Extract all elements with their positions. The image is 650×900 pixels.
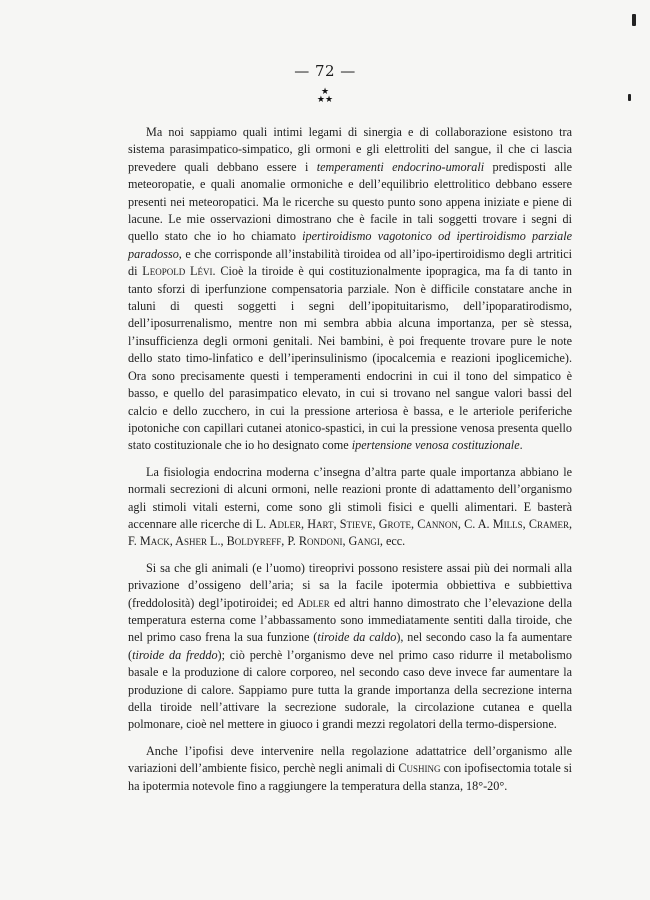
emphasized-term: ipertiroidismo vagotonico od ipertiroidismo parziale paradosso: [128, 229, 573, 261]
ornament-stars-bottom: ★★: [316, 95, 334, 105]
author-name: Cushing: [398, 761, 441, 776]
emphasized-term: ipertensione venosa costituzionale: [351, 438, 520, 453]
author-name: Leopold Lévi: [142, 264, 213, 279]
edge-mark-top: [632, 14, 636, 26]
text-run: .: [519, 438, 523, 453]
section-ornament: [0, 88, 650, 104]
paragraph: [128, 560, 572, 734]
text-run: con ipofisectomia totale si ha ipotermia notevole fino a raggiungere la temperatura della stanza, 18°-20°.: [128, 761, 572, 793]
text-run: , ecc.: [379, 534, 406, 549]
body-text: [128, 124, 572, 795]
ornament-star-top: ★: [320, 87, 330, 97]
text-run: Si sa che gli animali (e l’uomo) tireoprivi possono resistere assai più dei normali alla privazione d’ossigeno dell’aria; si sa la facile ipotermia obbiettiva e subbiettiva (freddolosità) degl’ipotiroidei; ed: [128, 560, 572, 610]
page-number: — 72 —: [294, 62, 356, 80]
paragraph: [128, 124, 572, 455]
text-run: , e che corrisponde all’instabilità tiroidea od all’ipo-ipertiroidismo degli artritici di: [128, 246, 572, 279]
paragraph: [128, 743, 572, 795]
paragraph: [128, 464, 572, 551]
text-run: Anche l’ipofisi deve intervenire nella regolazione adattatrice dell’organismo alle variazioni dell’ambiente fisico, perchè negli animali di: [128, 743, 572, 776]
text-run: La fisiologia endocrina moderna c’insegna d’altra parte quale importanza abbiano le normali secrezioni di alcuni ormoni, nelle reazioni pronte di adattamento dell’organismo agli stimoli vitali esterni, come sono gli stimoli fisici e quelli alimentari. E basterà accennare alle ricerche di: [128, 464, 572, 531]
text-run: Ma noi sappiamo quali intimi legami di sinergia e di collaborazione esistono tra sistema parasimpatico-simpatico, gli ormoni e gli elettroliti del sangue, il che ci lascia prevedere quali debbano essere i: [128, 125, 572, 174]
author-name: Adler: [297, 595, 330, 610]
text-run: ); ciò perchè l’organismo deve nel primo caso ridurre il metabolismo basale e la produzione di calore corporeo, nel secondo caso deve invece far aumentare la produzione di calore. Sappiamo pure tutta la grande importanza della secrezione interna della tiroide nell’attivare la secrezione sudorale, la circolazione cutanea e quella polmonare, cioè nel mettere in giuoco i grandi mezzi regolatori della termo-dispersione.: [128, 647, 572, 732]
author-name: L. Adler, Hart, Stieve, Grote, Cannon, C. A. Mills, Cramer, F. Mack, Asher L., Boldyreff, P. Rondoni, Gangi: [128, 516, 573, 549]
text-run: predisposti alle meteoropatie, e quali anomalie ormoniche e dell’equilibrio elettrolitico debbano essere presenti nei meteoropatici. Ma le ricerche su questo punto sono appena iniziate e piene di lacune. Le mie osservazioni dimostrano che è facile in tali soggetti trovare i segni di quello stato che io ho chiamato: [128, 159, 573, 244]
emphasized-term: tiroide da caldo: [317, 630, 397, 645]
emphasized-term: temperamenti endocrino-umorali: [316, 159, 485, 174]
text-run: ed altri hanno dimostrato che l’elevazione della temperatura esterna come l’abbassamento sono immediatamente sentiti dalla tiroide, che nel primo caso frena la sua funzione (: [128, 595, 573, 645]
text-run: . Cioè la tiroide è qui costituzionalmente ipopragica, ma fa di tanto in tanto sforzi di iperfunzione compensatoria parziale. Non è difficile constatare anche in taluni di questi soggetti i segni dell’ipopituitarismo, dell’ipoparatirodismo, dell’iposurrenalismo, mentre non mi sembra abbia alcuna importanza, per sè stessa, l’insufficienza degli ormoni genitali. Nei bambini, è poi frequente trovare pure le note dello stato timo-linfatico e dell’iperinsulinismo (ipocalcemia e reazioni ipoglicemiche). Ora sono precisamente questi i temperamenti endocrini in cui il tono del simpatico è basso, e quello del parasimpatico elevato, in cui si trovano nel sangue valori bassi del calcio e dello zucchero, in cui la pressione arteriosa è bassa, e le arteriole periferiche ipotoniche con capillari cutanei atonico-spastici, in cui la pressione venosa presenta quello stato costituzionale che io ho designato come: [128, 264, 572, 453]
emphasized-term: tiroide da freddo: [132, 647, 218, 662]
text-run: ), nel secondo caso la fa aumentare (: [128, 630, 572, 662]
